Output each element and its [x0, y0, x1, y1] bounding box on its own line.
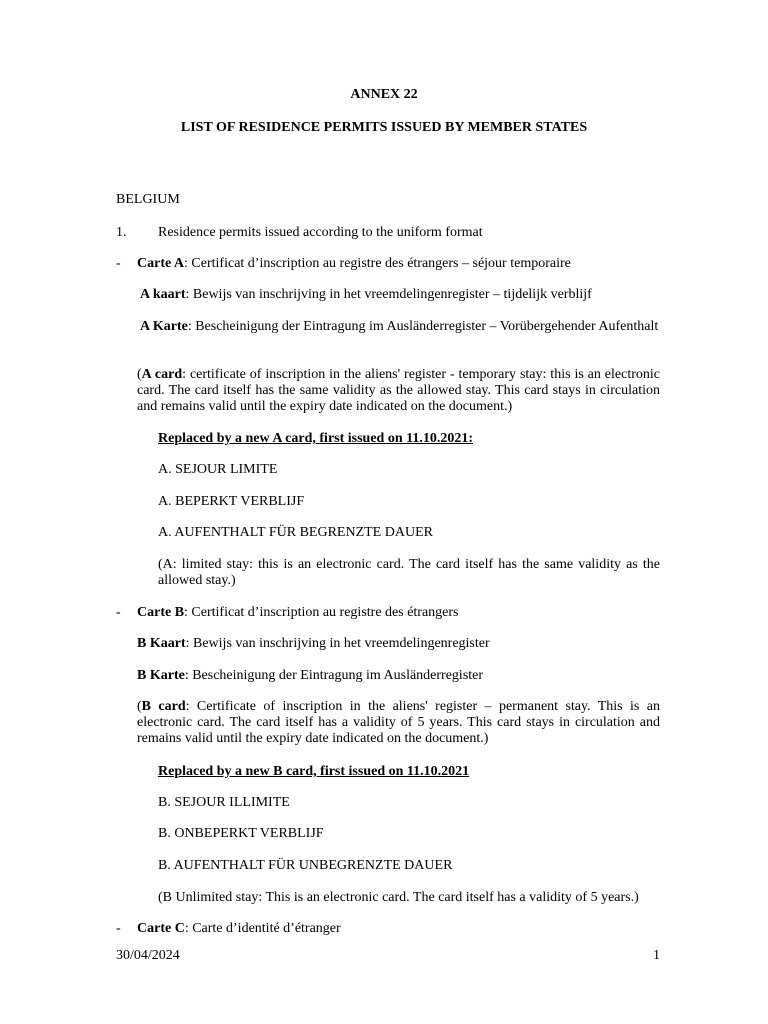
carte-c-fr-text: : Carte d’identité d’étranger: [184, 921, 341, 936]
carte-b-nl: [137, 636, 490, 652]
carte-a-nl-label: A kaart: [140, 287, 186, 302]
carte-b-line-nl: B. ONBEPERKT VERBLIJF: [158, 826, 324, 841]
annex-heading: ANNEX 22: [350, 87, 418, 102]
carte-a-note: (A: limited stay: this is an electronic card. The card itself has the same validity as the allowed stay.): [158, 557, 660, 588]
carte-b-fr: [137, 605, 459, 621]
carte-a-en: [137, 367, 660, 415]
carte-b-nl-label: B Kaart: [137, 636, 186, 651]
carte-b-line-fr: B. SEJOUR ILLIMITE: [158, 795, 290, 810]
page-number: 1: [653, 948, 660, 963]
carte-a-fr-label: Carte A: [137, 256, 185, 271]
bullet-dash: -: [116, 921, 121, 936]
carte-a-fr-text: : Certificat d’inscription au registre des étrangers – séjour temporaire: [184, 256, 571, 271]
carte-c-fr: [137, 921, 341, 937]
carte-b-de-text: : Bescheinigung der Eintragung im Ausländerregister: [184, 668, 484, 683]
carte-b-replaced-heading: Replaced by a new B card, first issued on 11.10.2021: [158, 764, 470, 779]
section-title: Residence permits issued according to the uniform format: [158, 225, 483, 240]
carte-a-de-text: : Bescheinigung der Eintragung im Ausländerregister – Vorübergehender Aufenthalt: [187, 319, 659, 334]
carte-a-fr: [137, 256, 571, 272]
carte-a-en-label: A card: [141, 367, 183, 382]
carte-a-line-nl: A. BEPERKT VERBLIJF: [158, 494, 305, 509]
carte-b-nl-text: : Bewijs van inschrijving in het vreemdelingenregister: [185, 636, 490, 651]
carte-a-line-de: A. AUFENTHALT FÜR BEGRENZTE DAUER: [158, 525, 433, 540]
section-number: 1.: [116, 225, 127, 240]
carte-a-de: [137, 319, 660, 335]
carte-b-note: (B Unlimited stay: This is an electronic card. The card itself has a validity of 5 years.): [158, 890, 639, 905]
open-paren: (: [137, 367, 142, 382]
carte-a-line-fr: A. SEJOUR LIMITE: [158, 462, 278, 477]
carte-b-en-label: B card: [141, 699, 186, 714]
open-paren: (: [137, 699, 142, 714]
carte-b-de: [137, 668, 483, 684]
carte-b-en-text: : Certificate of inscription in the aliens' register – permanent stay. This is an electronic card. The card itself has a validity of 5 years. This card stays in circulation and remains valid until the expiry date indicated on the document.): [137, 699, 660, 746]
carte-b-de-label: B Karte: [137, 668, 185, 683]
bullet-dash: -: [116, 256, 121, 271]
carte-a-en-text: : certificate of inscription in the aliens' register - temporary stay: this is an electronic card. The card itself has the same validity as the allowed stay. This card stays in circulation and remains valid until the expiry date indicated on the document.): [137, 367, 660, 414]
carte-a-nl: [140, 287, 592, 303]
footer-date: 30/04/2024: [116, 948, 180, 963]
carte-c-fr-label: Carte C: [137, 921, 185, 936]
document-title: LIST OF RESIDENCE PERMITS ISSUED BY MEMBER STATES: [180, 120, 588, 135]
carte-a-nl-text: : Bewijs van inschrijving in het vreemdelingenregister – tijdelijk verblijf: [185, 287, 592, 302]
bullet-dash: -: [116, 605, 121, 620]
carte-a-replaced-heading: Replaced by a new A card, first issued on 11.10.2021:: [158, 431, 474, 446]
carte-b-fr-label: Carte B: [137, 605, 185, 620]
carte-b-en: [137, 699, 660, 747]
carte-b-line-de: B. AUFENTHALT FÜR UNBEGRENZTE DAUER: [158, 858, 453, 873]
carte-b-fr-text: : Certificat d’inscription au registre des étrangers: [184, 605, 459, 620]
carte-a-de-label: A Karte: [140, 319, 188, 334]
country-heading: BELGIUM: [116, 192, 180, 207]
